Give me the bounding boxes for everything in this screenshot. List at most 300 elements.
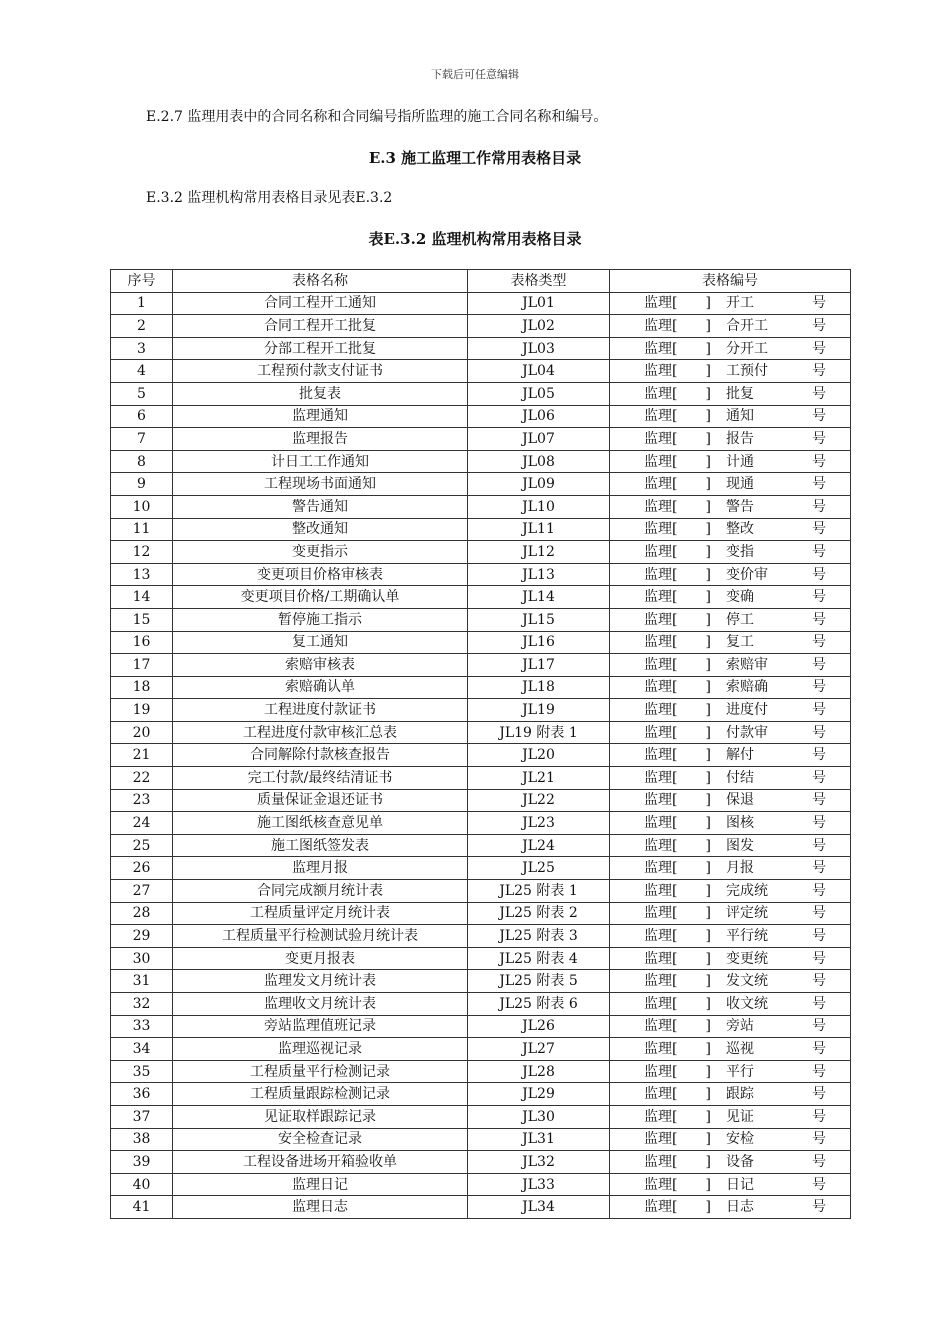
- row-form-code: [610, 1151, 851, 1174]
- row-index: 27: [111, 880, 173, 903]
- row-index: 25: [111, 834, 173, 857]
- row-form-code: [610, 947, 851, 970]
- code-abbrev: 变更统: [726, 950, 768, 967]
- code-prefix: 监理[ ]: [644, 1018, 711, 1035]
- table-row: [111, 902, 851, 925]
- code-suffix: 号: [812, 702, 826, 719]
- header-note: 下载后可任意编辑: [431, 68, 519, 81]
- table-row: [111, 450, 851, 473]
- row-index: 28: [111, 902, 173, 925]
- code-suffix: 号: [812, 882, 826, 899]
- row-form-name: 旁站监理值班记录: [173, 1015, 468, 1038]
- row-form-type: JL25 附表 5: [468, 970, 610, 993]
- row-form-type: JL09: [468, 473, 610, 496]
- code-prefix: 监理[ ]: [644, 611, 711, 628]
- paragraph-e27: E.2.7 监理用表中的合同名称和合同编号指所监理的施工合同名称和编号。: [146, 109, 608, 125]
- code-prefix: 监理[ ]: [644, 498, 711, 515]
- row-form-name: 计日工工作通知: [173, 450, 468, 473]
- code-prefix: 监理[ ]: [644, 815, 711, 832]
- code-suffix: 号: [812, 905, 826, 922]
- row-index: 36: [111, 1083, 173, 1106]
- row-form-name: 变更项目价格/工期确认单: [173, 586, 468, 609]
- code-prefix: 监理[ ]: [644, 340, 711, 357]
- table-row: [111, 405, 851, 428]
- table-title: 表E.3.2 监理机构常用表格目录: [368, 230, 582, 248]
- row-form-code: [610, 518, 851, 541]
- code-suffix: 号: [812, 430, 826, 447]
- table-row: [111, 654, 851, 677]
- code-suffix: 号: [812, 1086, 826, 1103]
- row-form-code: [610, 1173, 851, 1196]
- row-form-code: [610, 428, 851, 451]
- row-index: 13: [111, 563, 173, 586]
- row-form-code: [610, 563, 851, 586]
- code-prefix: 监理[ ]: [644, 363, 711, 380]
- code-prefix: 监理[ ]: [644, 950, 711, 967]
- table-row: [111, 518, 851, 541]
- row-index: 21: [111, 744, 173, 767]
- code-prefix: 监理[ ]: [644, 905, 711, 922]
- row-form-type: JL02: [468, 315, 610, 338]
- row-form-type: JL19: [468, 699, 610, 722]
- row-form-name: 分部工程开工批复: [173, 337, 468, 360]
- row-form-type: JL32: [468, 1151, 610, 1174]
- code-suffix: 号: [812, 634, 826, 651]
- row-form-name: 工程质量跟踪检测记录: [173, 1083, 468, 1106]
- row-form-name: 索赔确认单: [173, 676, 468, 699]
- code-prefix: 监理[ ]: [644, 589, 711, 606]
- code-abbrev: 图发: [726, 837, 754, 854]
- paragraph-e32: E.3.2 监理机构常用表格目录见表E.3.2: [146, 190, 393, 206]
- row-form-code: [610, 993, 851, 1016]
- row-form-type: JL05: [468, 382, 610, 405]
- code-abbrev: 通知: [726, 408, 754, 425]
- row-form-name: 施工图纸核查意见单: [173, 812, 468, 835]
- row-index: 3: [111, 337, 173, 360]
- code-suffix: 号: [812, 1131, 826, 1148]
- row-index: 41: [111, 1196, 173, 1219]
- table-row: [111, 1060, 851, 1083]
- table-row: [111, 970, 851, 993]
- row-form-name: 批复表: [173, 382, 468, 405]
- code-prefix: 监理[ ]: [644, 928, 711, 945]
- code-suffix: 号: [812, 973, 826, 990]
- code-prefix: 监理[ ]: [644, 747, 711, 764]
- code-abbrev: 警告: [726, 498, 754, 515]
- row-form-type: JL25 附表 1: [468, 880, 610, 903]
- code-prefix: 监理[ ]: [644, 1063, 711, 1080]
- table-row: [111, 947, 851, 970]
- row-form-name: 合同工程开工通知: [173, 292, 468, 315]
- row-form-type: JL23: [468, 812, 610, 835]
- code-abbrev: 日志: [726, 1199, 754, 1216]
- code-prefix: 监理[ ]: [644, 634, 711, 651]
- row-form-code: [610, 925, 851, 948]
- table-row: [111, 382, 851, 405]
- table-row: [111, 315, 851, 338]
- code-suffix: 号: [812, 453, 826, 470]
- table-row: [111, 789, 851, 812]
- row-form-code: [610, 292, 851, 315]
- row-form-name: 工程预付款支付证书: [173, 360, 468, 383]
- code-suffix: 号: [812, 769, 826, 786]
- code-abbrev: 变价审: [726, 566, 768, 583]
- row-index: 23: [111, 789, 173, 812]
- code-abbrev: 跟踪: [726, 1086, 754, 1103]
- code-prefix: 监理[ ]: [644, 724, 711, 741]
- row-form-code: [610, 834, 851, 857]
- row-form-name: 监理月报: [173, 857, 468, 880]
- row-index: 38: [111, 1128, 173, 1151]
- row-form-type: JL07: [468, 428, 610, 451]
- row-index: 32: [111, 993, 173, 1016]
- code-prefix: 监理[ ]: [644, 453, 711, 470]
- code-prefix: 监理[ ]: [644, 430, 711, 447]
- row-index: 10: [111, 495, 173, 518]
- code-suffix: 号: [812, 543, 826, 560]
- row-form-type: JL12: [468, 541, 610, 564]
- row-form-name: 工程进度付款证书: [173, 699, 468, 722]
- table-row: [111, 1151, 851, 1174]
- code-prefix: 监理[ ]: [644, 476, 711, 493]
- code-abbrev: 开工: [726, 295, 754, 312]
- code-suffix: 号: [812, 589, 826, 606]
- row-form-name: 工程质量平行检测试验月统计表: [173, 925, 468, 948]
- code-abbrev: 整改: [726, 521, 754, 538]
- row-form-code: [610, 699, 851, 722]
- code-abbrev: 付款审: [726, 724, 768, 741]
- row-form-code: [610, 880, 851, 903]
- row-index: 40: [111, 1173, 173, 1196]
- row-form-type: JL25: [468, 857, 610, 880]
- row-form-type: JL25 附表 6: [468, 993, 610, 1016]
- code-abbrev: 图核: [726, 815, 754, 832]
- row-form-type: JL14: [468, 586, 610, 609]
- code-prefix: 监理[ ]: [644, 1199, 711, 1216]
- code-suffix: 号: [812, 476, 826, 493]
- row-form-code: [610, 450, 851, 473]
- table-row: [111, 495, 851, 518]
- row-form-name: 工程进度付款审核汇总表: [173, 721, 468, 744]
- row-form-type: JL08: [468, 450, 610, 473]
- table-row: [111, 812, 851, 835]
- row-form-type: JL20: [468, 744, 610, 767]
- row-index: 39: [111, 1151, 173, 1174]
- row-form-name: 监理日志: [173, 1196, 468, 1219]
- row-form-name: 监理发文月统计表: [173, 970, 468, 993]
- row-index: 16: [111, 631, 173, 654]
- code-suffix: 号: [812, 566, 826, 583]
- code-abbrev: 现通: [726, 476, 754, 493]
- code-abbrev: 安检: [726, 1131, 754, 1148]
- header-code: 表格编号: [610, 270, 851, 293]
- code-suffix: 号: [812, 1063, 826, 1080]
- row-form-type: JL18: [468, 676, 610, 699]
- code-prefix: 监理[ ]: [644, 1176, 711, 1193]
- row-form-name: 警告通知: [173, 495, 468, 518]
- table-row: [111, 563, 851, 586]
- row-form-type: JL25 附表 2: [468, 902, 610, 925]
- row-index: 6: [111, 405, 173, 428]
- table-row: [111, 586, 851, 609]
- section-heading: E.3 施工监理工作常用表格目录: [368, 149, 582, 167]
- code-abbrev: 平行统: [726, 928, 768, 945]
- code-abbrev: 工预付: [726, 363, 768, 380]
- code-prefix: 监理[ ]: [644, 1040, 711, 1057]
- row-index: 22: [111, 767, 173, 790]
- row-form-code: [610, 586, 851, 609]
- row-index: 17: [111, 654, 173, 677]
- code-prefix: 监理[ ]: [644, 679, 711, 696]
- code-abbrev: 批复: [726, 385, 754, 402]
- code-abbrev: 分开工: [726, 340, 768, 357]
- row-form-type: JL04: [468, 360, 610, 383]
- code-suffix: 号: [812, 928, 826, 945]
- table-row: [111, 473, 851, 496]
- table-row: [111, 631, 851, 654]
- row-form-type: JL31: [468, 1128, 610, 1151]
- code-suffix: 号: [812, 1018, 826, 1035]
- row-index: 4: [111, 360, 173, 383]
- code-abbrev: 发文统: [726, 973, 768, 990]
- code-suffix: 号: [812, 860, 826, 877]
- table-row: [111, 541, 851, 564]
- row-form-code: [610, 1105, 851, 1128]
- row-index: 15: [111, 608, 173, 631]
- row-form-type: JL01: [468, 292, 610, 315]
- row-form-type: JL06: [468, 405, 610, 428]
- code-suffix: 号: [812, 837, 826, 854]
- row-index: 19: [111, 699, 173, 722]
- row-form-type: JL28: [468, 1060, 610, 1083]
- code-abbrev: 索赔审: [726, 656, 768, 673]
- row-form-type: JL30: [468, 1105, 610, 1128]
- row-form-type: JL22: [468, 789, 610, 812]
- table-row: [111, 925, 851, 948]
- table-row: [111, 880, 851, 903]
- table-row: [111, 721, 851, 744]
- code-abbrev: 平行: [726, 1063, 754, 1080]
- row-form-type: JL34: [468, 1196, 610, 1219]
- row-form-code: [610, 767, 851, 790]
- code-suffix: 号: [812, 1153, 826, 1170]
- row-index: 35: [111, 1060, 173, 1083]
- row-form-code: [610, 360, 851, 383]
- code-prefix: 监理[ ]: [644, 792, 711, 809]
- code-abbrev: 日记: [726, 1176, 754, 1193]
- row-form-name: 复工通知: [173, 631, 468, 654]
- row-form-type: JL11: [468, 518, 610, 541]
- code-abbrev: 完成统: [726, 882, 768, 899]
- row-form-code: [610, 857, 851, 880]
- row-form-name: 工程质量平行检测记录: [173, 1060, 468, 1083]
- code-prefix: 监理[ ]: [644, 973, 711, 990]
- row-form-code: [610, 337, 851, 360]
- row-form-code: [610, 1038, 851, 1061]
- row-form-type: JL21: [468, 767, 610, 790]
- table-row: [111, 993, 851, 1016]
- row-form-name: 监理通知: [173, 405, 468, 428]
- row-index: 11: [111, 518, 173, 541]
- row-index: 2: [111, 315, 173, 338]
- table-row: [111, 699, 851, 722]
- code-suffix: 号: [812, 1040, 826, 1057]
- code-abbrev: 收文统: [726, 995, 768, 1012]
- row-form-name: 工程设备进场开箱验收单: [173, 1151, 468, 1174]
- code-prefix: 监理[ ]: [644, 837, 711, 854]
- code-prefix: 监理[ ]: [644, 882, 711, 899]
- row-form-code: [610, 654, 851, 677]
- row-form-code: [610, 1196, 851, 1219]
- code-prefix: 监理[ ]: [644, 1108, 711, 1125]
- table-row: [111, 1173, 851, 1196]
- code-abbrev: 旁站: [726, 1018, 754, 1035]
- table-row: [111, 767, 851, 790]
- code-suffix: 号: [812, 724, 826, 741]
- code-suffix: 号: [812, 1108, 826, 1125]
- row-form-code: [610, 1060, 851, 1083]
- row-form-code: [610, 1128, 851, 1151]
- row-form-code: [610, 473, 851, 496]
- table-row: [111, 360, 851, 383]
- table-row: [111, 608, 851, 631]
- row-index: 18: [111, 676, 173, 699]
- code-abbrev: 报告: [726, 430, 754, 447]
- table-row: [111, 337, 851, 360]
- row-form-type: JL10: [468, 495, 610, 518]
- table-row: [111, 428, 851, 451]
- table-row: [111, 857, 851, 880]
- code-suffix: 号: [812, 679, 826, 696]
- code-prefix: 监理[ ]: [644, 521, 711, 538]
- row-form-type: JL13: [468, 563, 610, 586]
- code-prefix: 监理[ ]: [644, 656, 711, 673]
- code-prefix: 监理[ ]: [644, 408, 711, 425]
- table-row: [111, 292, 851, 315]
- row-form-type: JL19 附表 1: [468, 721, 610, 744]
- row-index: 1: [111, 292, 173, 315]
- row-index: 24: [111, 812, 173, 835]
- code-prefix: 监理[ ]: [644, 317, 711, 334]
- code-suffix: 号: [812, 995, 826, 1012]
- table-row: [111, 1196, 851, 1219]
- row-form-code: [610, 902, 851, 925]
- code-abbrev: 月报: [726, 860, 754, 877]
- row-index: 9: [111, 473, 173, 496]
- code-suffix: 号: [812, 656, 826, 673]
- row-index: 12: [111, 541, 173, 564]
- code-abbrev: 见证: [726, 1108, 754, 1125]
- row-index: 8: [111, 450, 173, 473]
- code-prefix: 监理[ ]: [644, 702, 711, 719]
- row-index: 7: [111, 428, 173, 451]
- code-suffix: 号: [812, 498, 826, 515]
- row-form-code: [610, 1015, 851, 1038]
- table-body: [111, 292, 851, 1218]
- row-form-type: JL24: [468, 834, 610, 857]
- code-prefix: 监理[ ]: [644, 995, 711, 1012]
- code-abbrev: 变指: [726, 543, 754, 560]
- row-form-code: [610, 744, 851, 767]
- row-form-name: 合同工程开工批复: [173, 315, 468, 338]
- row-index: 30: [111, 947, 173, 970]
- row-form-name: 见证取样跟踪记录: [173, 1105, 468, 1128]
- code-prefix: 监理[ ]: [644, 543, 711, 560]
- code-prefix: 监理[ ]: [644, 860, 711, 877]
- row-form-code: [610, 721, 851, 744]
- code-prefix: 监理[ ]: [644, 769, 711, 786]
- row-form-name: 合同解除付款核查报告: [173, 744, 468, 767]
- code-abbrev: 进度付: [726, 702, 768, 719]
- code-abbrev: 解付: [726, 747, 754, 764]
- row-form-name: 监理巡视记录: [173, 1038, 468, 1061]
- code-suffix: 号: [812, 747, 826, 764]
- row-form-code: [610, 608, 851, 631]
- row-form-name: 索赔审核表: [173, 654, 468, 677]
- table-row: [111, 1038, 851, 1061]
- row-form-code: [610, 970, 851, 993]
- row-index: 34: [111, 1038, 173, 1061]
- row-form-type: JL25 附表 4: [468, 947, 610, 970]
- code-prefix: 监理[ ]: [644, 385, 711, 402]
- code-prefix: 监理[ ]: [644, 295, 711, 312]
- table-header-row: [111, 270, 851, 293]
- code-abbrev: 合开工: [726, 317, 768, 334]
- row-index: 5: [111, 382, 173, 405]
- table-row: [111, 1083, 851, 1106]
- code-abbrev: 设备: [726, 1153, 754, 1170]
- row-form-name: 整改通知: [173, 518, 468, 541]
- code-suffix: 号: [812, 1199, 826, 1216]
- row-form-type: JL03: [468, 337, 610, 360]
- code-prefix: 监理[ ]: [644, 1153, 711, 1170]
- catalog-table: [110, 269, 851, 1219]
- table-row: [111, 744, 851, 767]
- row-form-code: [610, 812, 851, 835]
- code-abbrev: 巡视: [726, 1040, 754, 1057]
- code-abbrev: 索赔确: [726, 679, 768, 696]
- row-form-name: 工程质量评定月统计表: [173, 902, 468, 925]
- row-index: 33: [111, 1015, 173, 1038]
- code-abbrev: 变确: [726, 589, 754, 606]
- code-suffix: 号: [812, 408, 826, 425]
- code-prefix: 监理[ ]: [644, 1086, 711, 1103]
- header-type: 表格类型: [468, 270, 610, 293]
- row-form-name: 监理日记: [173, 1173, 468, 1196]
- header-name: 表格名称: [173, 270, 468, 293]
- row-form-name: 质量保证金退还证书: [173, 789, 468, 812]
- row-form-code: [610, 541, 851, 564]
- row-form-code: [610, 631, 851, 654]
- table-row: [111, 1128, 851, 1151]
- row-index: 14: [111, 586, 173, 609]
- row-form-name: 变更项目价格审核表: [173, 563, 468, 586]
- row-index: 37: [111, 1105, 173, 1128]
- code-suffix: 号: [812, 611, 826, 628]
- code-suffix: 号: [812, 815, 826, 832]
- code-abbrev: 付结: [726, 769, 754, 786]
- code-suffix: 号: [812, 792, 826, 809]
- row-form-name: 施工图纸签发表: [173, 834, 468, 857]
- code-abbrev: 复工: [726, 634, 754, 651]
- row-form-code: [610, 315, 851, 338]
- row-form-code: [610, 382, 851, 405]
- code-suffix: 号: [812, 295, 826, 312]
- code-prefix: 监理[ ]: [644, 566, 711, 583]
- code-abbrev: 计通: [726, 453, 754, 470]
- row-index: 20: [111, 721, 173, 744]
- row-index: 29: [111, 925, 173, 948]
